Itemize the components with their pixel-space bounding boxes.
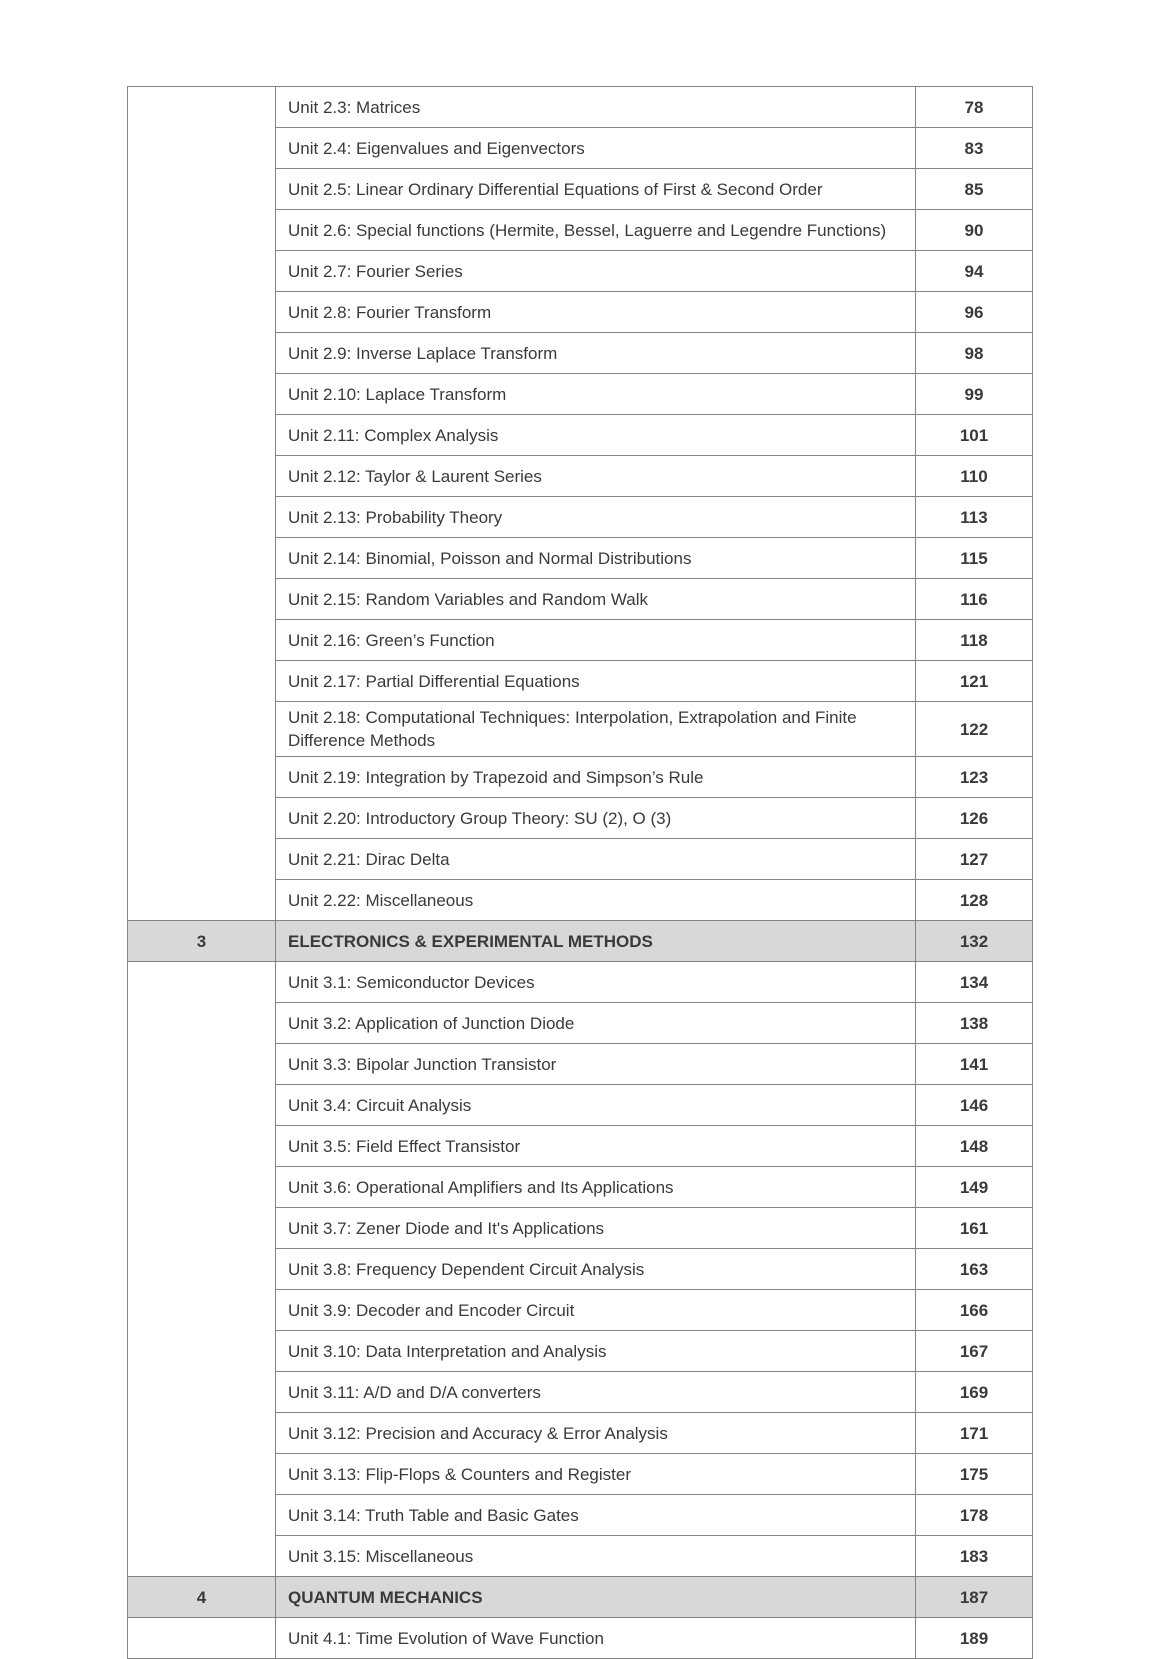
- table-row: [128, 962, 1033, 1003]
- unit-page: 90: [916, 210, 1033, 251]
- unit-page: 127: [916, 839, 1033, 880]
- unit-title: Unit 2.18: Computational Techniques: Interpolation, Extrapolation and Finite Difference Methods: [276, 702, 916, 757]
- table-row: [128, 87, 1033, 128]
- unit-page: 183: [916, 1536, 1033, 1577]
- unit-title: Unit 2.16: Green’s Function: [276, 620, 916, 661]
- unit-page: 115: [916, 538, 1033, 579]
- unit-title: Unit 2.15: Random Variables and Random Walk: [276, 579, 916, 620]
- unit-page: 78: [916, 87, 1033, 128]
- unit-page: 118: [916, 620, 1033, 661]
- unit-title: Unit 4.1: Time Evolution of Wave Function: [276, 1618, 916, 1659]
- chapter-title: ELECTRONICS & EXPERIMENTAL METHODS: [276, 921, 916, 962]
- unit-title: Unit 2.5: Linear Ordinary Differential Equations of First & Second Order: [276, 169, 916, 210]
- toc-table: [127, 86, 1033, 1659]
- unit-page: 128: [916, 880, 1033, 921]
- unit-title: Unit 2.21: Dirac Delta: [276, 839, 916, 880]
- unit-page: 167: [916, 1331, 1033, 1372]
- unit-page: 169: [916, 1372, 1033, 1413]
- unit-title: Unit 3.6: Operational Amplifiers and Its Applications: [276, 1167, 916, 1208]
- chapter-number-cell: [128, 962, 276, 1577]
- unit-page: 113: [916, 497, 1033, 538]
- unit-title: Unit 2.6: Special functions (Hermite, Bessel, Laguerre and Legendre Functions): [276, 210, 916, 251]
- unit-page: 149: [916, 1167, 1033, 1208]
- unit-page: 122: [916, 702, 1033, 757]
- chapter-number: 4: [128, 1577, 276, 1618]
- unit-title: Unit 3.3: Bipolar Junction Transistor: [276, 1044, 916, 1085]
- unit-title: Unit 2.20: Introductory Group Theory: SU (2), O (3): [276, 798, 916, 839]
- chapter-row: [128, 921, 1033, 962]
- unit-page: 166: [916, 1290, 1033, 1331]
- unit-page: 163: [916, 1249, 1033, 1290]
- unit-title: Unit 2.10: Laplace Transform: [276, 374, 916, 415]
- chapter-page: 132: [916, 921, 1033, 962]
- unit-title: Unit 3.12: Precision and Accuracy & Error Analysis: [276, 1413, 916, 1454]
- unit-title: Unit 2.17: Partial Differential Equations: [276, 661, 916, 702]
- unit-title: Unit 2.12: Taylor & Laurent Series: [276, 456, 916, 497]
- unit-title: Unit 3.4: Circuit Analysis: [276, 1085, 916, 1126]
- unit-title: Unit 2.9: Inverse Laplace Transform: [276, 333, 916, 374]
- unit-title: Unit 2.3: Matrices: [276, 87, 916, 128]
- unit-title: Unit 3.5: Field Effect Transistor: [276, 1126, 916, 1167]
- chapter-number: 3: [128, 921, 276, 962]
- chapter-page: 187: [916, 1577, 1033, 1618]
- unit-title: Unit 2.13: Probability Theory: [276, 497, 916, 538]
- unit-title: Unit 3.10: Data Interpretation and Analysis: [276, 1331, 916, 1372]
- unit-page: 161: [916, 1208, 1033, 1249]
- unit-page: 101: [916, 415, 1033, 456]
- table-row: [128, 1618, 1033, 1659]
- unit-page: 141: [916, 1044, 1033, 1085]
- unit-page: 189: [916, 1618, 1033, 1659]
- unit-page: 116: [916, 579, 1033, 620]
- unit-title: Unit 2.19: Integration by Trapezoid and Simpson’s Rule: [276, 757, 916, 798]
- unit-page: 96: [916, 292, 1033, 333]
- unit-title: Unit 3.2: Application of Junction Diode: [276, 1003, 916, 1044]
- chapter-number-cell: [128, 87, 276, 921]
- unit-page: 83: [916, 128, 1033, 169]
- unit-page: 175: [916, 1454, 1033, 1495]
- unit-title: Unit 2.22: Miscellaneous: [276, 880, 916, 921]
- unit-page: 126: [916, 798, 1033, 839]
- unit-title: Unit 2.14: Binomial, Poisson and Normal Distributions: [276, 538, 916, 579]
- unit-title: Unit 3.9: Decoder and Encoder Circuit: [276, 1290, 916, 1331]
- unit-page: 98: [916, 333, 1033, 374]
- unit-title: Unit 3.14: Truth Table and Basic Gates: [276, 1495, 916, 1536]
- chapter-row: [128, 1577, 1033, 1618]
- unit-page: 110: [916, 456, 1033, 497]
- unit-title: Unit 3.8: Frequency Dependent Circuit Analysis: [276, 1249, 916, 1290]
- unit-title: Unit 2.8: Fourier Transform: [276, 292, 916, 333]
- unit-title: Unit 3.7: Zener Diode and It's Applications: [276, 1208, 916, 1249]
- unit-page: 148: [916, 1126, 1033, 1167]
- unit-page: 99: [916, 374, 1033, 415]
- unit-page: 146: [916, 1085, 1033, 1126]
- unit-page: 121: [916, 661, 1033, 702]
- chapter-title: QUANTUM MECHANICS: [276, 1577, 916, 1618]
- unit-page: 94: [916, 251, 1033, 292]
- unit-title: Unit 3.11: A/D and D/A converters: [276, 1372, 916, 1413]
- unit-page: 85: [916, 169, 1033, 210]
- unit-page: 134: [916, 962, 1033, 1003]
- unit-title: Unit 3.1: Semiconductor Devices: [276, 962, 916, 1003]
- unit-title: Unit 2.7: Fourier Series: [276, 251, 916, 292]
- unit-title: Unit 2.4: Eigenvalues and Eigenvectors: [276, 128, 916, 169]
- unit-title: Unit 3.13: Flip-Flops & Counters and Register: [276, 1454, 916, 1495]
- unit-title: Unit 2.11: Complex Analysis: [276, 415, 916, 456]
- unit-page: 178: [916, 1495, 1033, 1536]
- chapter-number-cell: [128, 1618, 276, 1659]
- unit-page: 123: [916, 757, 1033, 798]
- unit-title: Unit 3.15: Miscellaneous: [276, 1536, 916, 1577]
- toc-body: [128, 87, 1033, 1659]
- unit-page: 138: [916, 1003, 1033, 1044]
- unit-page: 171: [916, 1413, 1033, 1454]
